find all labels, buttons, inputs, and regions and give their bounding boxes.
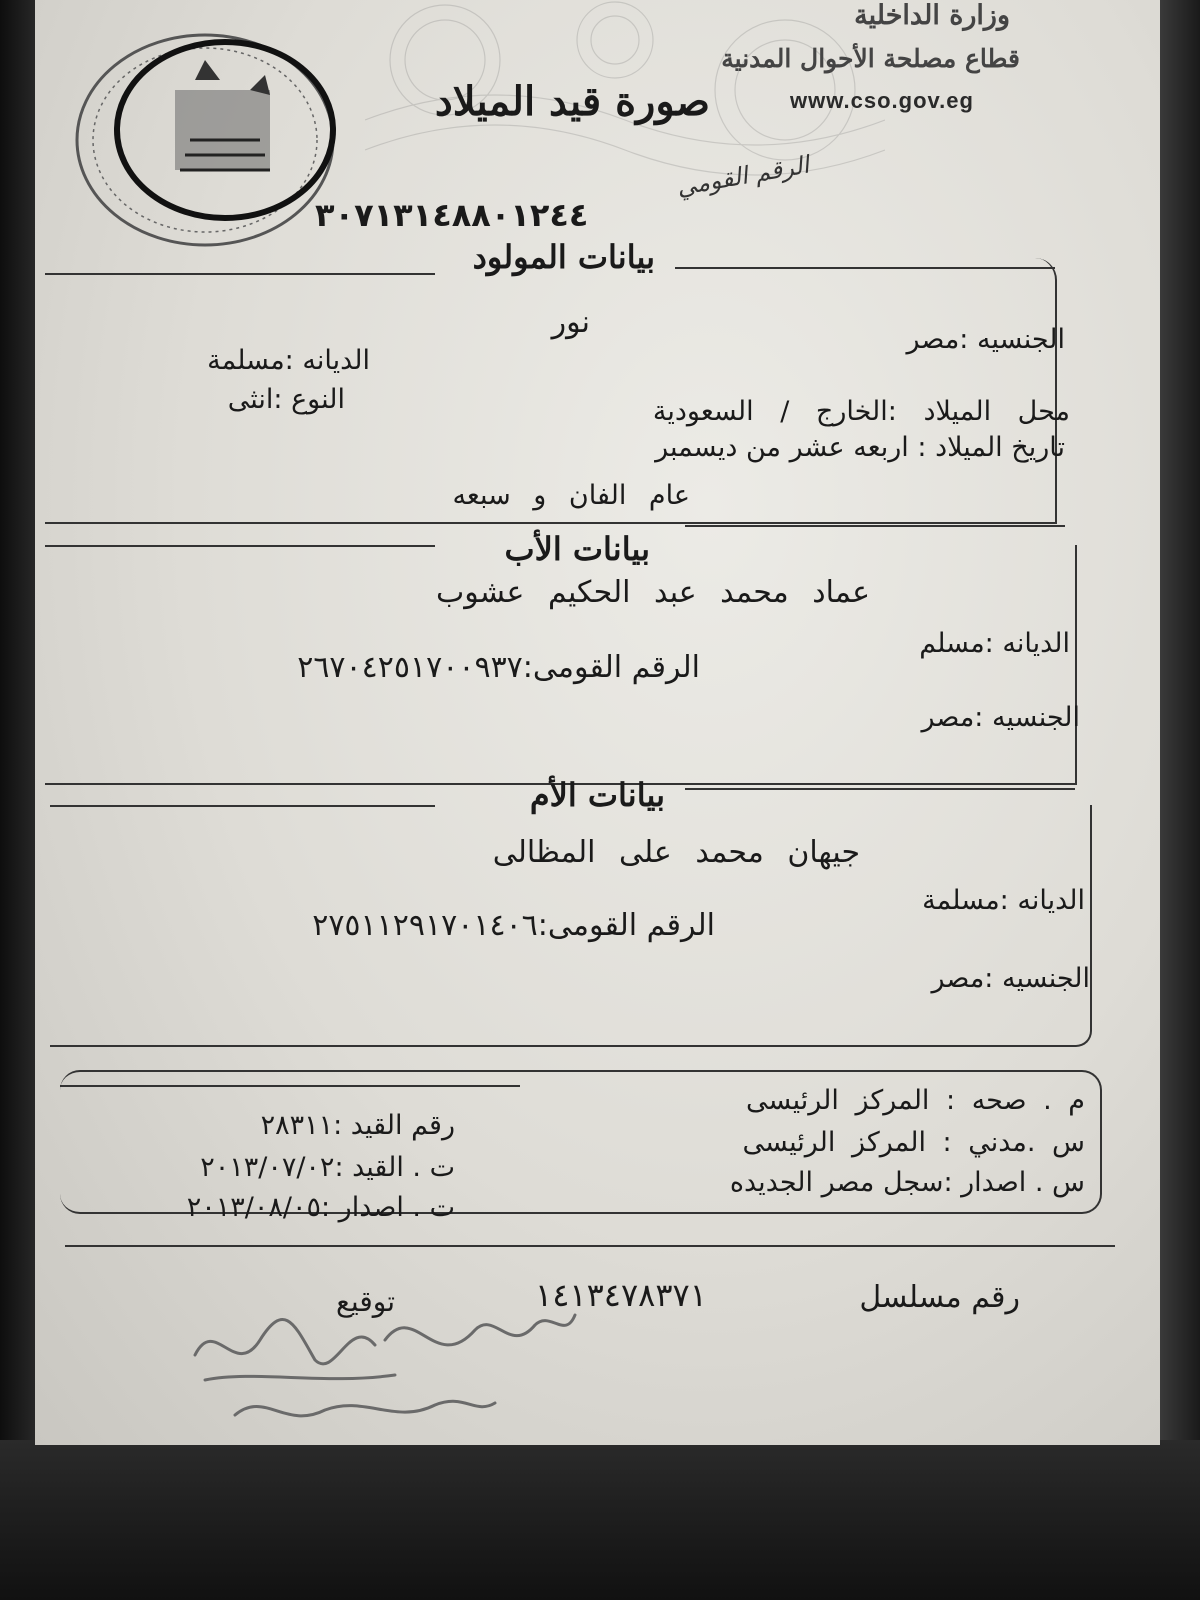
section-rule xyxy=(685,788,1075,790)
handwritten-signature xyxy=(175,1285,585,1435)
photo-background-left xyxy=(0,0,40,1600)
ministry-name: وزارة الداخلية xyxy=(854,0,1010,31)
entry-date: ت . القيد :٢٠١٣/٠٧/٠٢ xyxy=(200,1152,455,1183)
civil-registry: س .مدني : المركز الرئيسى xyxy=(742,1127,1085,1158)
section-rule xyxy=(65,1245,1115,1247)
mother-religion: الديانه :مسلمة xyxy=(922,885,1085,916)
newborn-birth-date: تاريخ الميلاد : اربعه عشر من ديسمبر xyxy=(655,432,1065,463)
newborn-section-title: بيانات المولود xyxy=(472,238,655,276)
newborn-nationality: الجنسيه :مصر xyxy=(906,324,1065,355)
issue-date: ت . اصدار :٢٠١٣/٠٨/٠٥ xyxy=(186,1192,455,1223)
father-nationality: الجنسيه :مصر xyxy=(921,702,1080,733)
national-id-label: الرقم القومي xyxy=(674,150,812,202)
mother-name: جيهان محمد على المظالى xyxy=(492,835,860,870)
father-national-id: الرقم القومى:٢٦٧٠٤٢٥١٧٠٠٩٣٧ xyxy=(297,650,700,685)
newborn-gender: النوع :انثى xyxy=(227,384,345,415)
father-religion: الديانه :مسلم xyxy=(919,628,1070,659)
entry-number: رقم القيد :٢٨٣١١ xyxy=(260,1110,455,1141)
birth-certificate-document xyxy=(35,0,1160,1445)
mother-section-title: بيانات الأم xyxy=(529,776,665,814)
newborn-name: نور xyxy=(551,305,590,340)
section-rule xyxy=(685,525,1065,527)
newborn-birth-place: محل الميلاد :الخارج / السعودية xyxy=(652,396,1070,427)
newborn-religion: الديانه :مسلمة xyxy=(207,345,370,376)
civil-status-sector: قطاع مصلحة الأحوال المدنية xyxy=(721,44,1020,73)
mother-national-id: الرقم القومى:٢٧٥١١٢٩١٧٠١٤٠٦ xyxy=(312,908,715,943)
father-section-title: بيانات الأب xyxy=(504,530,650,568)
serial-number-label: رقم مسلسل xyxy=(859,1280,1020,1315)
newborn-birth-date-year: عام الفان و سبعه xyxy=(452,480,690,511)
mother-nationality: الجنسيه :مصر xyxy=(931,963,1090,994)
photo-background-bottom xyxy=(0,1440,1200,1600)
document-title: صورة قيد الميلاد xyxy=(434,78,710,125)
issuing-registry: س . اصدار :سجل مصر الجديده xyxy=(729,1167,1085,1198)
national-id-number: ٣٠٧١٣١٤٨٨٠١٢٤٤ xyxy=(315,196,589,234)
official-seal-stamp xyxy=(75,20,350,250)
serial-number: ١٤١٣٤٧٨٣٧١ xyxy=(535,1276,707,1314)
website-url: www.cso.gov.eg xyxy=(790,88,974,113)
photo-background-right xyxy=(1160,0,1200,1600)
signature-label: توقيع xyxy=(336,1285,395,1318)
father-name: عماد محمد عبد الحكيم عشوب xyxy=(436,575,870,610)
health-office: م . صحه : المركز الرئيسى xyxy=(745,1085,1085,1116)
